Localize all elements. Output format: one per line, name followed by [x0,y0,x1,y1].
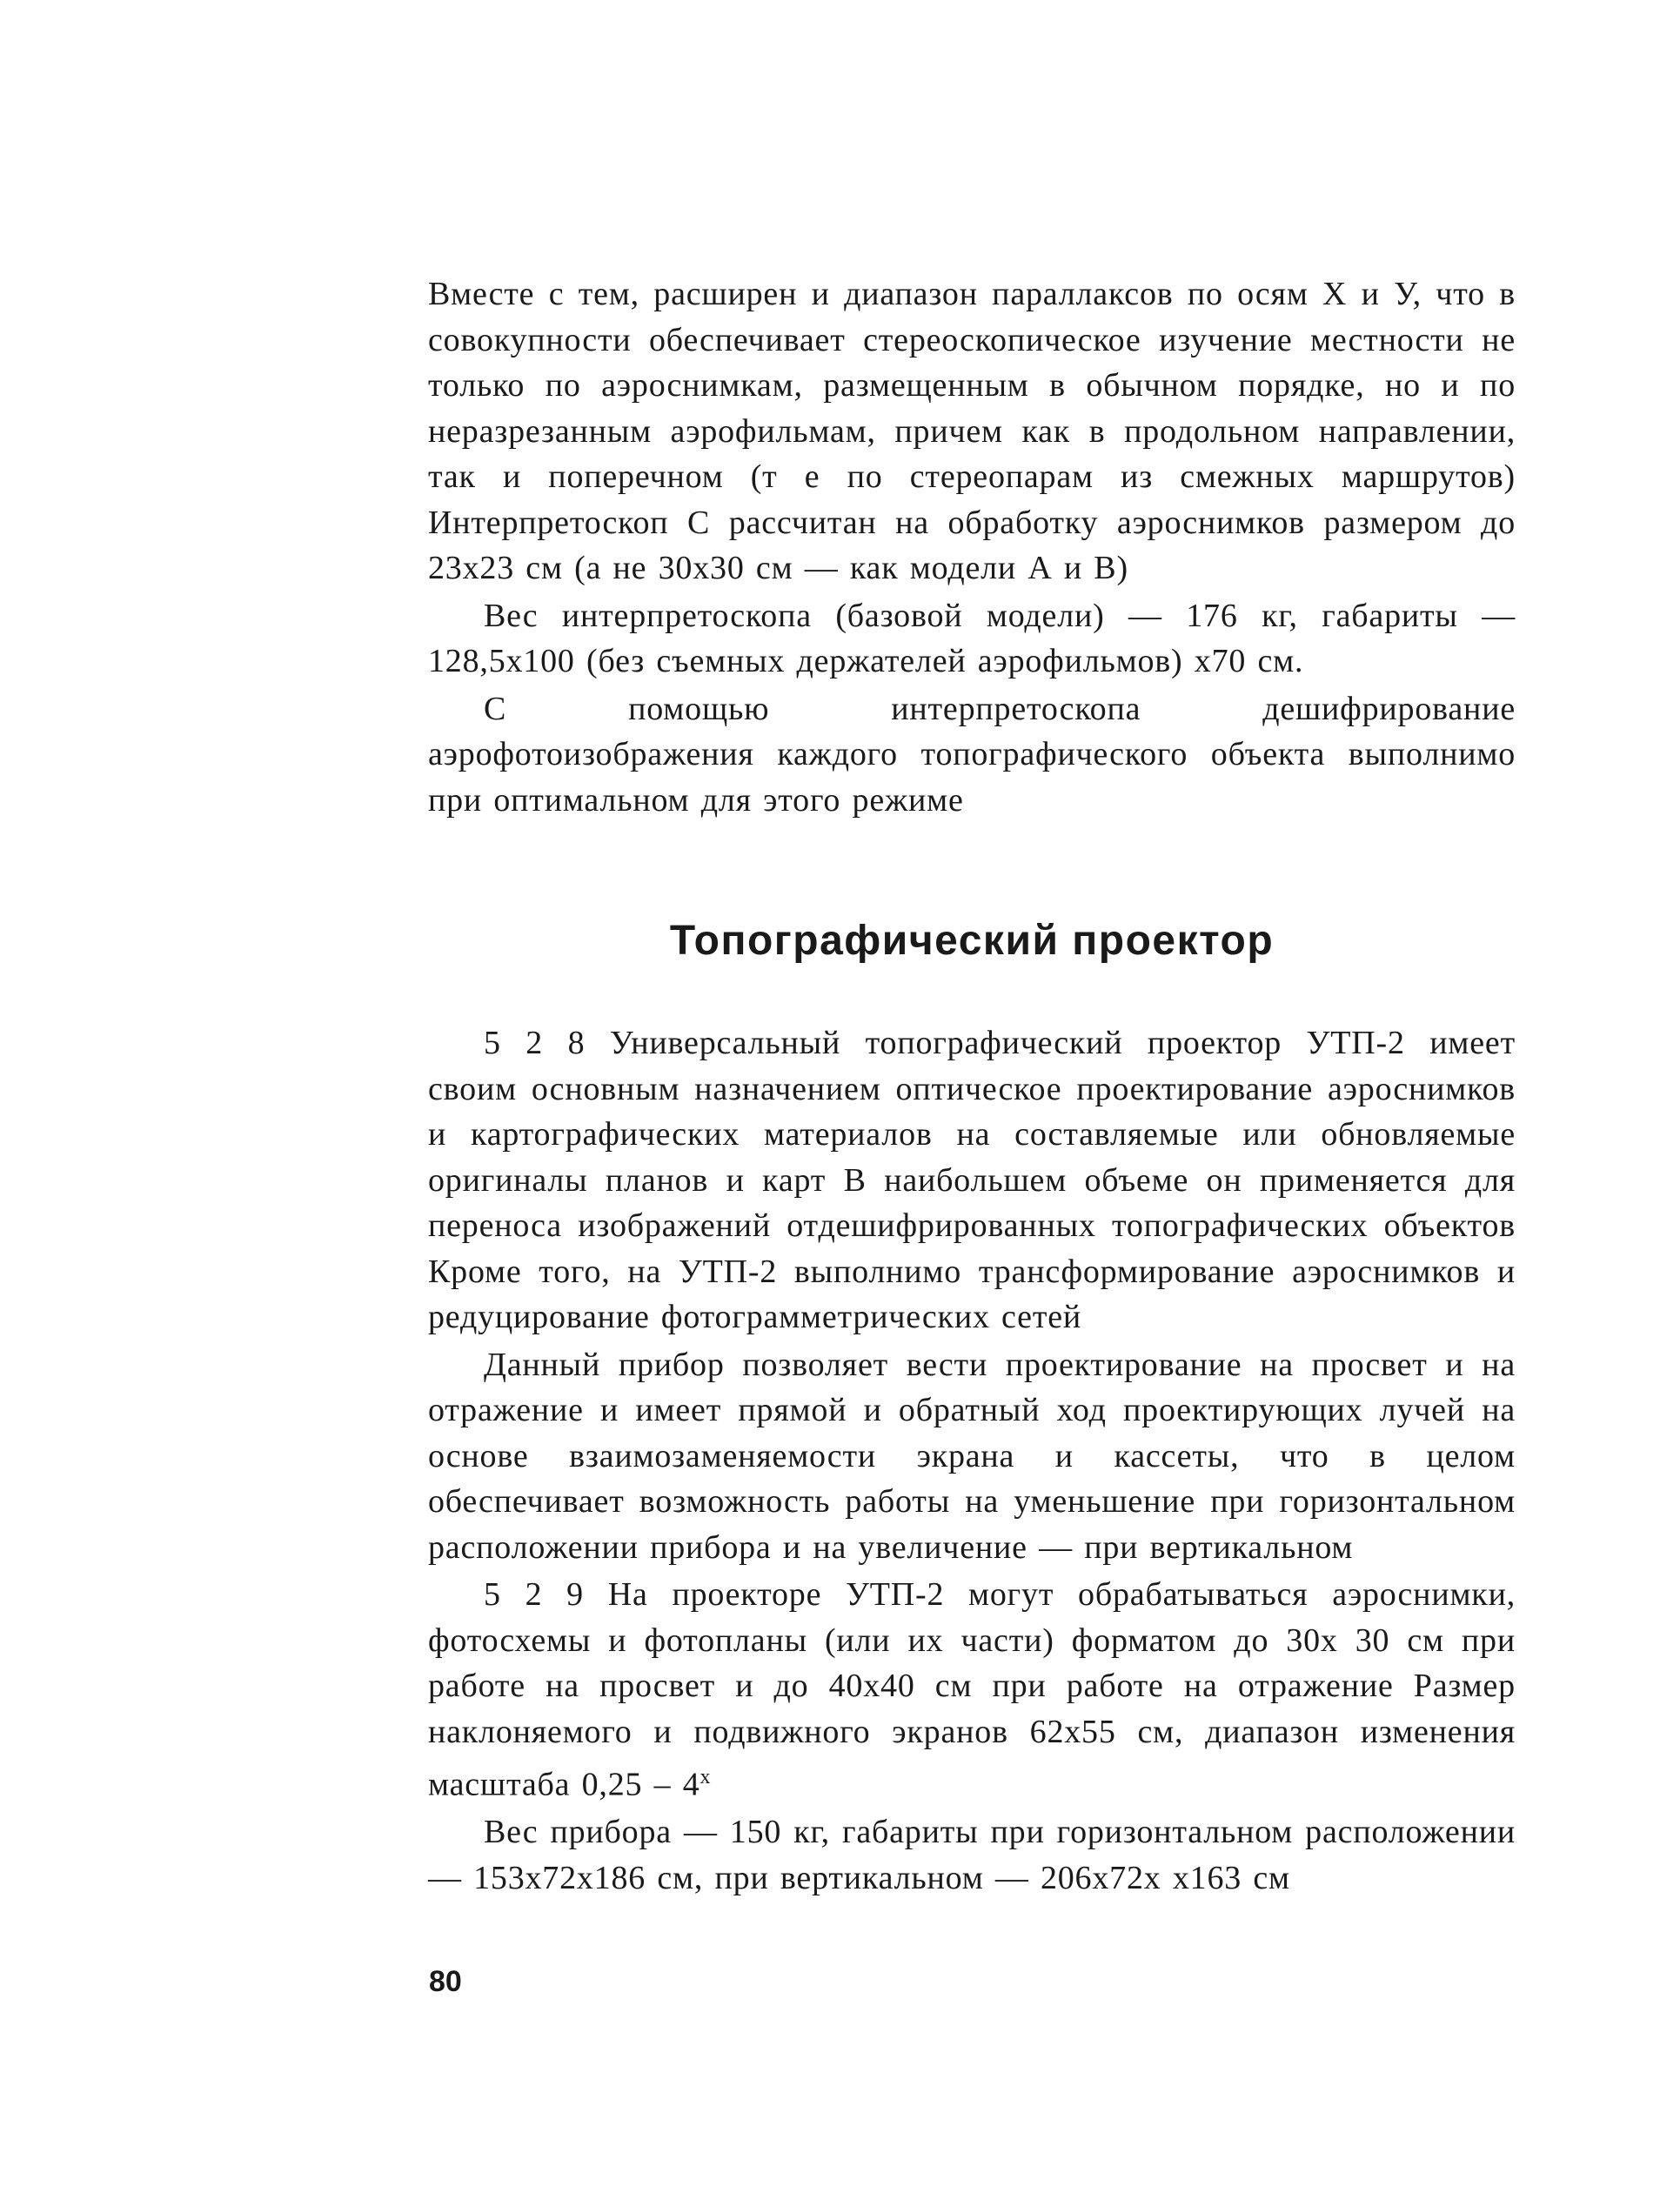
paragraph-projector-weight: Вес прибора — 150 кг, габариты при горизонтальном расположении — 153х72х186 см, при вертикальном — 206х72х х163 см [428,1814,1516,1896]
text-block-bottom [428,1020,1516,1901]
page-number: 80 [429,1965,462,1998]
paragraph-interpretoscope-decoding: С помощью интерпретоскопа дешифрирование аэрофотоизображения каждого топографического объекта выполнимо при оптимальном для этого режиме [428,690,1516,819]
paragraph-528-projector-purpose: 5 2 8 Универсальный топографический проектор УТП-2 имеет своим основным назначением оптическое проектирование аэроснимков и картографических материалов на составляемые или обновляемые оригиналы планов и карт В наибольшем объеме он применяется для переноса изображений отдешифрированных топографических объектов Кроме того, на УТП-2 выполнимо трансформирование аэроснимков и редуцирование фотограмметрических сетей [428,1025,1516,1335]
paragraph-projection-modes: Данный прибор позволяет вести проектирование на просвет и на отражение и имеет прямой и обратный ход проектирующих лучей на основе взаимозаменяемости экрана и кассеты, что в целом обеспечивает возможность работы на уменьшение при горизонтальном расположении прибора и на увеличение — при вертикальном [428,1346,1516,1566]
scale-superscript: х [699,1766,712,1788]
paragraph-parallax-range: Вместе с тем, расширен и диапазон параллаксов по осям Х и У, что в совокупности обеспечивает стереоскопическое изучение местности не только по аэроснимкам, размещенным в обычном порядке, но и по неразрезанным аэрофильмам, причем как в продольном направлении, так и поперечном (т е по стереопарам из смежных маршрутов) Интерпретоскоп С рассчитан на обработку аэроснимков размером до 23х23 см (а не 30х30 см — как модели А и В) [428,276,1516,586]
text-block-top [428,271,1516,823]
paragraph-529-formats [428,1572,1516,1808]
section-title: Топографический проектор [669,918,1275,964]
paragraph-529-text: 5 2 9 На проекторе УТП-2 могут обрабатываться аэроснимки, фотосхемы и фотопланы (или их части) форматом до 30х 30 см при работе на просвет и до 40х40 см при работе на отражение Размер наклоняемого и подвижного экранов 62х55 см, диапазон изменения масштаба 0,25 – 4 [428,1576,1516,1803]
paragraph-interpretoscope-weight: Вес интерпретоскопа (базовой модели) — 176 кг, габариты — 128,5х100 (без съемных держателей аэрофильмов) х70 см. [428,597,1516,679]
